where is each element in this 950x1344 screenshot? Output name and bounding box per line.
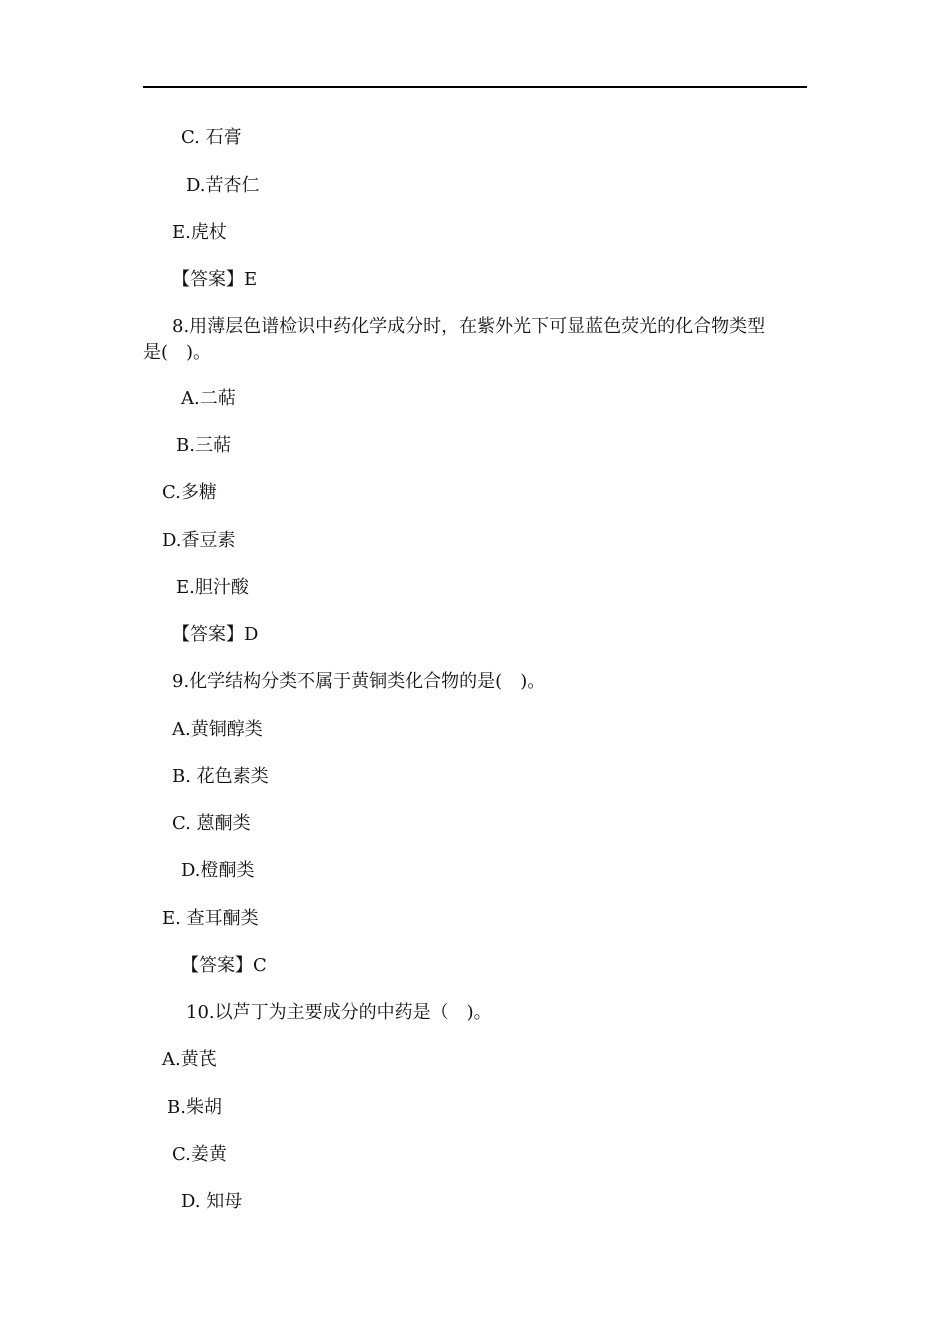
option-c-q7: C. 石膏 [181,127,242,148]
answer-q9: 【答案】C [181,955,267,976]
option-d-q10: D. 知母 [181,1191,243,1212]
option-b-q10: B.柴胡 [167,1097,222,1118]
option-e-q9: E. 查耳酮类 [162,908,259,929]
header-rule [143,86,807,88]
option-e-q7: E.虎杖 [172,222,227,243]
option-c-q8: C.多糖 [162,482,217,503]
question-8: 8.用薄层色谱检识中药化学成分时，在紫外光下可显蓝色荧光的化合物类型 [172,316,766,337]
answer-q7: 【答案】E [172,269,258,290]
question-9: 9.化学结构分类不属于黄铜类化合物的是( )。 [172,671,546,692]
option-a-q10: A.黄芪 [162,1049,217,1070]
option-a-q9: A.黄铜醇类 [172,719,263,740]
question-8-continued: 是( )。 [143,342,212,363]
option-b-q9: B. 花色素类 [172,766,269,787]
option-d-q8: D.香豆素 [162,530,236,551]
option-c-q9: C. 蒽酮类 [172,813,251,834]
option-e-q8: E.胆汁酸 [176,577,249,598]
option-c-q10: C.姜黄 [172,1144,227,1165]
question-10: 10.以芦丁为主要成分的中药是（ )。 [186,1002,492,1023]
option-b-q8: B.三萜 [176,435,231,456]
option-a-q8: A.二萜 [181,388,236,409]
answer-q8: 【答案】D [172,624,259,645]
option-d-q7: D.苦杏仁 [186,175,260,196]
option-d-q9: D.橙酮类 [181,860,255,881]
